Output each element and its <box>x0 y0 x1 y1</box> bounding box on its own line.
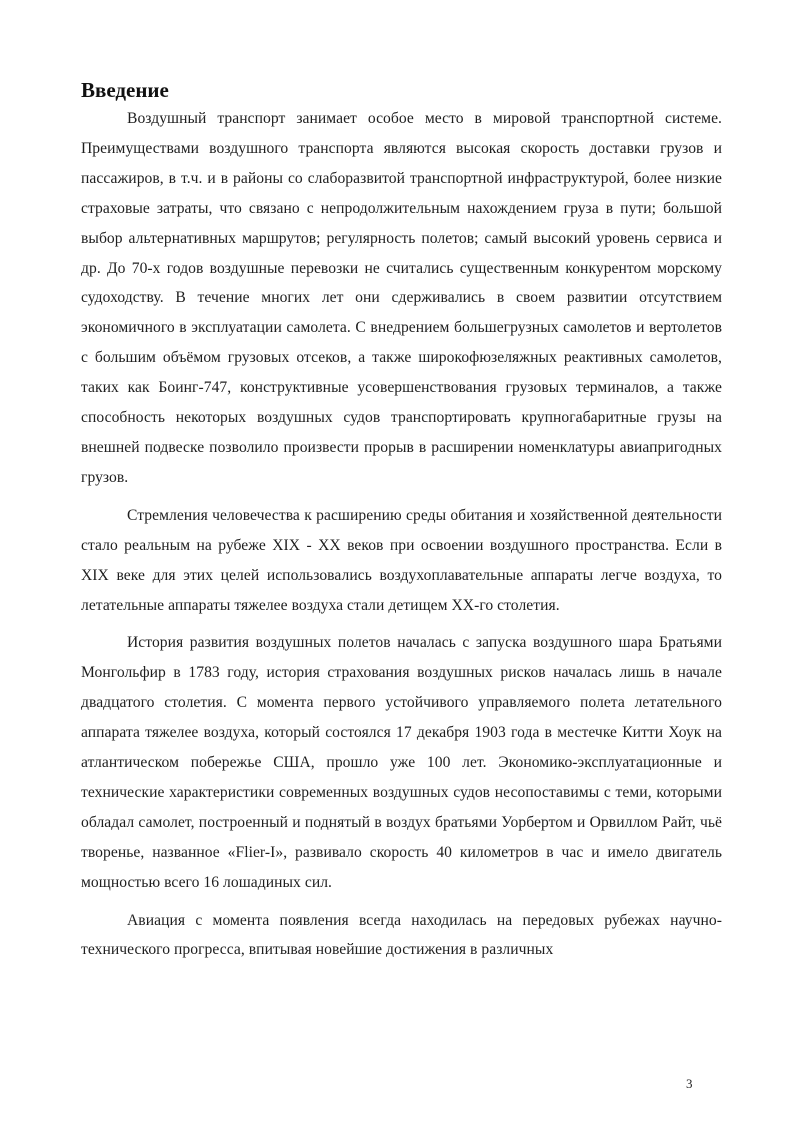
paragraph-4: Авиация с момента появления всегда находилась на передовых рубежах научно-технического прогресса, впитывая новейшие достижения в различных <box>81 911 722 959</box>
paragraph-3: История развития воздушных полетов началась с запуска воздушного шара Братьями Монгольфир в 1783 году, история страхования воздушных рисков началась лишь в начале двадцатого столетия. С момента первого устойчивого управляемого полета летательного аппарата тяжелее воздуха, который состоялся 17 декабря 1903 года в местечке Китти Хоук на атлантическом побережье США, прошло уже 100 лет. Экономико-эксплуатационные и технические характеристики современных воздушных судов несопоставимы с теми, которыми обладал самолет, построенный и поднятый в воздух братьями Уорбертом и Орвиллом Райт, чьё творенье, названное «Flier-I», развивало скорость 40 километров в час и имело двигатель мощностью всего 16 лошадиных сил. <box>81 634 722 891</box>
paragraph-2: Стремления человечества к расширению среды обитания и хозяйственной деятельности стало реальным на рубеже XIX - XX веков при освоении воздушного пространства. Если в XIX веке для этих целей использовались воздухоплавательные аппараты легче воздуха, то летательные аппараты тяжелее воздуха стали детищем XX-го столетия. <box>81 506 722 614</box>
document-page <box>81 76 722 973</box>
paragraph-1: Воздушный транспорт занимает особое место в мировой транспортной системе. Преимуществами воздушного транспорта являются высокая скорость доставки грузов и пассажиров, в т.ч. и в районы со слаборазвитой транспортной инфраструктурой, более низкие страховые затраты, что связано с непродолжительным нахождением груза в пути; большой выбор альтернативных маршрутов; регулярность полетов; самый высокий уровень сервиса и др. До 70-х годов воздушные перевозки не считались существенным конкурентом морскому судоходству. В течение многих лет они сдерживались в своем развитии отсутствием экономичного в эксплуатации самолета. С внедрением большегрузных самолетов и вертолетов с большим объёмом грузовых отсеков, а также широкофюзеляжных реактивных самолетов, таких как Боинг-747, конструктивные усовершенствования грузовых терминалов, а также способность некоторых воздушных судов транспортировать крупногабаритные грузы на внешней подвеске позволило произвести прорыв в расширении номенклатуры авиапригодных грузов. <box>81 110 722 486</box>
section-heading: Введение <box>81 78 169 102</box>
page-number: 3 <box>686 1076 693 1091</box>
